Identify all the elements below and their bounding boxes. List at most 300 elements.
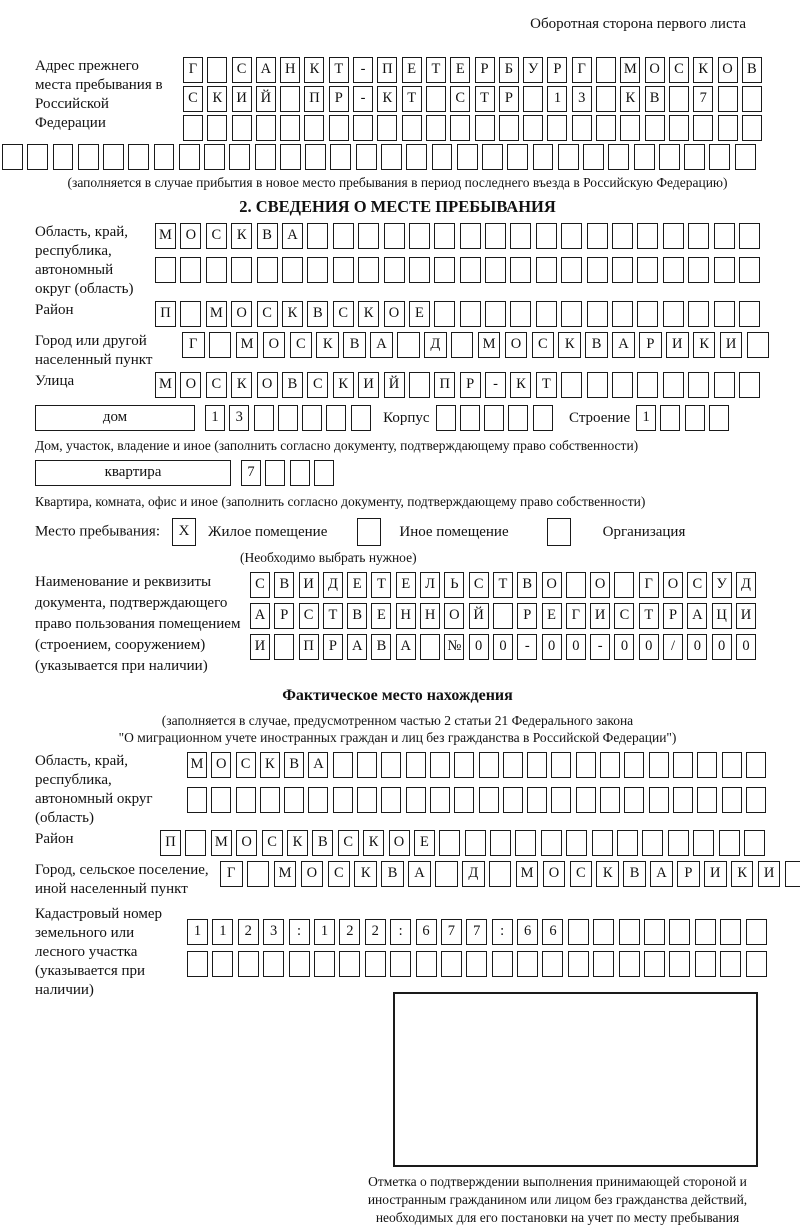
char-cell[interactable]: С [206, 223, 227, 249]
char-cell[interactable]: О [211, 752, 231, 778]
char-cell[interactable] [685, 405, 705, 431]
char-cell[interactable]: - [353, 57, 373, 83]
char-cell[interactable]: Е [371, 603, 391, 629]
char-cell[interactable] [426, 86, 446, 112]
char-cell[interactable] [624, 752, 644, 778]
char-cell[interactable] [510, 257, 531, 283]
char-cell[interactable] [207, 115, 227, 141]
char-cell[interactable] [541, 830, 562, 856]
char-cell[interactable]: 0 [493, 634, 513, 660]
char-cell[interactable]: В [284, 752, 304, 778]
char-cell[interactable]: О [505, 332, 528, 358]
char-cell[interactable]: К [358, 301, 379, 327]
char-cell[interactable] [430, 752, 450, 778]
char-cell[interactable] [254, 405, 274, 431]
char-cell[interactable]: С [614, 603, 634, 629]
char-cell[interactable] [642, 830, 663, 856]
char-cell[interactable]: Р [677, 861, 700, 887]
char-cell[interactable]: К [316, 332, 339, 358]
char-cell[interactable] [326, 405, 346, 431]
char-cell[interactable] [460, 301, 481, 327]
char-cell[interactable] [746, 787, 766, 813]
char-cell[interactable] [460, 223, 481, 249]
char-cell[interactable] [637, 223, 658, 249]
char-cell[interactable]: С [469, 572, 489, 598]
char-cell[interactable] [432, 144, 453, 170]
char-cell[interactable]: А [282, 223, 303, 249]
char-cell[interactable] [2, 144, 23, 170]
char-cell[interactable] [416, 951, 437, 977]
char-cell[interactable]: Г [183, 57, 203, 83]
char-cell[interactable] [714, 301, 735, 327]
char-cell[interactable] [485, 223, 506, 249]
char-cell[interactable] [746, 752, 766, 778]
char-cell[interactable]: П [377, 57, 397, 83]
char-cell[interactable] [439, 830, 460, 856]
char-cell[interactable]: Е [414, 830, 435, 856]
char-cell[interactable]: : [390, 919, 411, 945]
char-cell[interactable] [280, 86, 300, 112]
char-cell[interactable] [688, 301, 709, 327]
char-cell[interactable] [587, 223, 608, 249]
char-cell[interactable] [587, 257, 608, 283]
char-cell[interactable] [460, 405, 480, 431]
char-cell[interactable] [612, 257, 633, 283]
char-cell[interactable] [493, 603, 513, 629]
char-cell[interactable]: А [250, 603, 270, 629]
char-cell[interactable] [454, 752, 474, 778]
char-cell[interactable] [333, 223, 354, 249]
char-cell[interactable] [722, 752, 742, 778]
char-cell[interactable] [381, 752, 401, 778]
char-cell[interactable] [566, 572, 586, 598]
char-cell[interactable] [381, 787, 401, 813]
char-cell[interactable] [307, 257, 328, 283]
char-cell[interactable] [637, 257, 658, 283]
char-cell[interactable] [434, 223, 455, 249]
char-cell[interactable] [358, 257, 379, 283]
char-cell[interactable] [619, 919, 640, 945]
char-cell[interactable] [479, 752, 499, 778]
char-cell[interactable] [693, 830, 714, 856]
char-cell[interactable] [744, 830, 765, 856]
char-cell[interactable]: - [517, 634, 537, 660]
char-cell[interactable] [669, 919, 690, 945]
char-cell[interactable]: В [274, 572, 294, 598]
char-cell[interactable]: - [353, 86, 373, 112]
char-cell[interactable]: Е [396, 572, 416, 598]
char-cell[interactable] [742, 115, 762, 141]
char-cell[interactable]: Г [572, 57, 592, 83]
char-cell[interactable] [576, 787, 596, 813]
char-cell[interactable] [402, 115, 422, 141]
char-cell[interactable] [533, 144, 554, 170]
char-cell[interactable] [612, 372, 633, 398]
char-cell[interactable] [695, 919, 716, 945]
char-cell[interactable]: В [307, 301, 328, 327]
char-cell[interactable] [617, 830, 638, 856]
char-cell[interactable] [637, 372, 658, 398]
char-cell[interactable] [485, 257, 506, 283]
char-cell[interactable]: М [155, 372, 176, 398]
char-cell[interactable] [561, 223, 582, 249]
char-cell[interactable] [688, 372, 709, 398]
char-cell[interactable] [265, 460, 285, 486]
char-cell[interactable]: О [444, 603, 464, 629]
char-cell[interactable]: Ц [712, 603, 732, 629]
char-cell[interactable]: К [510, 372, 531, 398]
char-cell[interactable] [441, 951, 462, 977]
char-cell[interactable] [339, 951, 360, 977]
char-cell[interactable] [430, 787, 450, 813]
char-cell[interactable] [568, 919, 589, 945]
char-cell[interactable]: Г [182, 332, 205, 358]
char-cell[interactable] [284, 787, 304, 813]
char-cell[interactable] [735, 144, 756, 170]
char-cell[interactable] [533, 405, 553, 431]
char-cell[interactable]: Р [547, 57, 567, 83]
char-cell[interactable]: А [650, 861, 673, 887]
char-cell[interactable]: И [250, 634, 270, 660]
char-cell[interactable] [307, 223, 328, 249]
char-cell[interactable]: 7 [441, 919, 462, 945]
char-cell[interactable] [561, 372, 582, 398]
char-cell[interactable] [490, 830, 511, 856]
char-cell[interactable] [274, 634, 294, 660]
char-cell[interactable]: В [371, 634, 391, 660]
char-cell[interactable]: О [180, 223, 201, 249]
char-cell[interactable] [785, 861, 800, 887]
char-cell[interactable] [624, 787, 644, 813]
char-cell[interactable] [302, 405, 322, 431]
char-cell[interactable]: А [347, 634, 367, 660]
char-cell[interactable]: С [183, 86, 203, 112]
char-cell[interactable]: 7 [693, 86, 713, 112]
checkbox-residential[interactable]: X [172, 518, 196, 546]
char-cell[interactable]: И [666, 332, 689, 358]
char-cell[interactable] [78, 144, 99, 170]
char-cell[interactable]: Н [280, 57, 300, 83]
char-cell[interactable] [720, 951, 741, 977]
char-cell[interactable] [103, 144, 124, 170]
char-cell[interactable]: Д [736, 572, 756, 598]
char-cell[interactable] [53, 144, 74, 170]
char-cell[interactable] [644, 951, 665, 977]
char-cell[interactable] [155, 257, 176, 283]
char-cell[interactable] [397, 332, 420, 358]
char-cell[interactable]: В [623, 861, 646, 887]
char-cell[interactable]: О [180, 372, 201, 398]
char-cell[interactable]: В [257, 223, 278, 249]
char-cell[interactable] [593, 919, 614, 945]
char-cell[interactable]: 7 [466, 919, 487, 945]
char-cell[interactable] [527, 752, 547, 778]
char-cell[interactable]: Р [329, 86, 349, 112]
char-cell[interactable]: Р [460, 372, 481, 398]
char-cell[interactable]: В [343, 332, 366, 358]
char-cell[interactable]: П [155, 301, 176, 327]
char-cell[interactable]: Г [566, 603, 586, 629]
char-cell[interactable] [384, 257, 405, 283]
char-cell[interactable] [614, 572, 634, 598]
char-cell[interactable] [608, 144, 629, 170]
char-cell[interactable] [558, 144, 579, 170]
char-cell[interactable] [663, 223, 684, 249]
char-cell[interactable] [236, 787, 256, 813]
char-cell[interactable]: 2 [238, 919, 259, 945]
char-cell[interactable]: / [663, 634, 683, 660]
char-cell[interactable]: П [434, 372, 455, 398]
char-cell[interactable] [714, 223, 735, 249]
char-cell[interactable] [669, 86, 689, 112]
char-cell[interactable]: А [408, 861, 431, 887]
char-cell[interactable]: В [517, 572, 537, 598]
char-cell[interactable]: О [718, 57, 738, 83]
char-cell[interactable] [333, 787, 353, 813]
char-cell[interactable]: 3 [263, 919, 284, 945]
char-cell[interactable] [263, 951, 284, 977]
char-cell[interactable] [499, 115, 519, 141]
char-cell[interactable] [600, 787, 620, 813]
char-cell[interactable]: Д [462, 861, 485, 887]
char-cell[interactable] [314, 460, 334, 486]
char-cell[interactable]: В [381, 861, 404, 887]
char-cell[interactable]: 1 [314, 919, 335, 945]
char-cell[interactable]: Е [409, 301, 430, 327]
char-cell[interactable] [465, 830, 486, 856]
char-cell[interactable] [688, 223, 709, 249]
char-cell[interactable] [255, 144, 276, 170]
char-cell[interactable] [542, 951, 563, 977]
char-cell[interactable] [596, 86, 616, 112]
char-cell[interactable] [722, 787, 742, 813]
char-cell[interactable]: С [532, 332, 555, 358]
char-cell[interactable] [434, 257, 455, 283]
char-cell[interactable] [503, 787, 523, 813]
char-cell[interactable]: Н [396, 603, 416, 629]
char-cell[interactable] [358, 223, 379, 249]
char-cell[interactable] [329, 115, 349, 141]
char-cell[interactable] [663, 301, 684, 327]
char-cell[interactable] [212, 951, 233, 977]
char-cell[interactable]: П [304, 86, 324, 112]
char-cell[interactable] [673, 752, 693, 778]
char-cell[interactable]: И [720, 332, 743, 358]
char-cell[interactable] [714, 372, 735, 398]
char-cell[interactable] [357, 787, 377, 813]
char-cell[interactable] [282, 257, 303, 283]
char-cell[interactable]: Е [347, 572, 367, 598]
char-cell[interactable] [663, 257, 684, 283]
char-cell[interactable] [693, 115, 713, 141]
char-cell[interactable]: 7 [241, 460, 261, 486]
char-cell[interactable] [517, 951, 538, 977]
char-cell[interactable] [435, 861, 458, 887]
char-cell[interactable]: Д [323, 572, 343, 598]
char-cell[interactable]: А [370, 332, 393, 358]
char-cell[interactable] [475, 115, 495, 141]
char-cell[interactable] [482, 144, 503, 170]
char-cell[interactable]: 1 [187, 919, 208, 945]
char-cell[interactable] [596, 115, 616, 141]
char-cell[interactable]: 0 [712, 634, 732, 660]
char-cell[interactable] [503, 752, 523, 778]
char-cell[interactable]: С [299, 603, 319, 629]
char-cell[interactable] [351, 405, 371, 431]
char-cell[interactable] [330, 144, 351, 170]
char-cell[interactable]: 0 [639, 634, 659, 660]
char-cell[interactable]: Й [256, 86, 276, 112]
char-cell[interactable] [576, 752, 596, 778]
char-cell[interactable] [566, 830, 587, 856]
char-cell[interactable]: 0 [687, 634, 707, 660]
char-cell[interactable]: Р [499, 86, 519, 112]
char-cell[interactable] [179, 144, 200, 170]
char-cell[interactable]: Г [220, 861, 243, 887]
char-cell[interactable] [592, 830, 613, 856]
char-cell[interactable] [365, 951, 386, 977]
char-cell[interactable]: В [347, 603, 367, 629]
char-cell[interactable] [256, 115, 276, 141]
char-cell[interactable] [232, 115, 252, 141]
char-cell[interactable] [180, 301, 201, 327]
char-cell[interactable] [356, 144, 377, 170]
char-cell[interactable]: С [338, 830, 359, 856]
char-cell[interactable]: № [444, 634, 464, 660]
char-cell[interactable] [714, 257, 735, 283]
char-cell[interactable]: Т [371, 572, 391, 598]
char-cell[interactable]: - [485, 372, 506, 398]
char-cell[interactable] [209, 332, 232, 358]
char-cell[interactable]: В [585, 332, 608, 358]
char-cell[interactable]: Ь [444, 572, 464, 598]
char-cell[interactable] [207, 57, 227, 83]
char-cell[interactable] [436, 405, 456, 431]
char-cell[interactable]: Е [542, 603, 562, 629]
char-cell[interactable]: Д [424, 332, 447, 358]
char-cell[interactable]: М [206, 301, 227, 327]
char-cell[interactable]: О [257, 372, 278, 398]
char-cell[interactable]: О [384, 301, 405, 327]
char-cell[interactable] [280, 144, 301, 170]
char-cell[interactable]: А [687, 603, 707, 629]
char-cell[interactable]: К [363, 830, 384, 856]
char-cell[interactable]: О [389, 830, 410, 856]
char-cell[interactable] [600, 752, 620, 778]
char-cell[interactable]: Р [663, 603, 683, 629]
char-cell[interactable] [333, 752, 353, 778]
char-cell[interactable]: 6 [542, 919, 563, 945]
char-cell[interactable]: К [231, 372, 252, 398]
char-cell[interactable] [305, 144, 326, 170]
char-cell[interactable]: О [231, 301, 252, 327]
char-cell[interactable]: К [620, 86, 640, 112]
char-cell[interactable]: С [262, 830, 283, 856]
char-cell[interactable] [409, 372, 430, 398]
char-cell[interactable]: П [299, 634, 319, 660]
char-cell[interactable]: С [333, 301, 354, 327]
char-cell[interactable]: С [570, 861, 593, 887]
char-cell[interactable]: С [257, 301, 278, 327]
char-cell[interactable]: В [312, 830, 333, 856]
char-cell[interactable] [479, 787, 499, 813]
char-cell[interactable] [612, 223, 633, 249]
char-cell[interactable]: Е [402, 57, 422, 83]
char-cell[interactable]: К [596, 861, 619, 887]
char-cell[interactable]: М [274, 861, 297, 887]
char-cell[interactable]: Т [329, 57, 349, 83]
char-cell[interactable]: К [260, 752, 280, 778]
char-cell[interactable]: К [354, 861, 377, 887]
char-cell[interactable] [206, 257, 227, 283]
char-cell[interactable]: М [516, 861, 539, 887]
char-cell[interactable] [450, 115, 470, 141]
char-cell[interactable] [308, 787, 328, 813]
char-cell[interactable] [739, 223, 760, 249]
char-cell[interactable] [536, 223, 557, 249]
char-cell[interactable] [637, 301, 658, 327]
char-cell[interactable] [669, 951, 690, 977]
checkbox-organization[interactable] [547, 518, 571, 546]
char-cell[interactable] [742, 86, 762, 112]
char-cell[interactable]: О [645, 57, 665, 83]
char-cell[interactable] [314, 951, 335, 977]
char-cell[interactable]: 2 [365, 919, 386, 945]
char-cell[interactable]: Т [639, 603, 659, 629]
char-cell[interactable] [289, 951, 310, 977]
char-cell[interactable] [644, 919, 665, 945]
char-cell[interactable]: Т [493, 572, 513, 598]
char-cell[interactable]: : [289, 919, 310, 945]
char-cell[interactable]: Р [517, 603, 537, 629]
char-cell[interactable]: Н [420, 603, 440, 629]
char-cell[interactable]: К [377, 86, 397, 112]
char-cell[interactable] [515, 830, 536, 856]
char-cell[interactable]: С [290, 332, 313, 358]
char-cell[interactable]: А [256, 57, 276, 83]
char-cell[interactable] [536, 257, 557, 283]
char-cell[interactable] [381, 144, 402, 170]
char-cell[interactable]: К [731, 861, 754, 887]
char-cell[interactable] [551, 787, 571, 813]
char-cell[interactable] [187, 951, 208, 977]
char-cell[interactable]: С [669, 57, 689, 83]
char-cell[interactable]: Т [402, 86, 422, 112]
char-cell[interactable]: С [236, 752, 256, 778]
char-cell[interactable] [739, 257, 760, 283]
char-cell[interactable]: У [523, 57, 543, 83]
char-cell[interactable] [536, 301, 557, 327]
char-cell[interactable] [583, 144, 604, 170]
char-cell[interactable] [719, 830, 740, 856]
char-cell[interactable] [659, 144, 680, 170]
char-cell[interactable] [333, 257, 354, 283]
char-cell[interactable] [185, 830, 206, 856]
char-cell[interactable]: А [396, 634, 416, 660]
char-cell[interactable]: Г [639, 572, 659, 598]
char-cell[interactable] [353, 115, 373, 141]
char-cell[interactable] [426, 115, 446, 141]
char-cell[interactable]: П [160, 830, 181, 856]
char-cell[interactable]: К [693, 57, 713, 83]
char-cell[interactable] [568, 951, 589, 977]
char-cell[interactable]: М [155, 223, 176, 249]
char-cell[interactable] [409, 257, 430, 283]
char-cell[interactable] [247, 861, 270, 887]
char-cell[interactable]: С [307, 372, 328, 398]
char-cell[interactable]: 2 [339, 919, 360, 945]
char-cell[interactable]: О [590, 572, 610, 598]
